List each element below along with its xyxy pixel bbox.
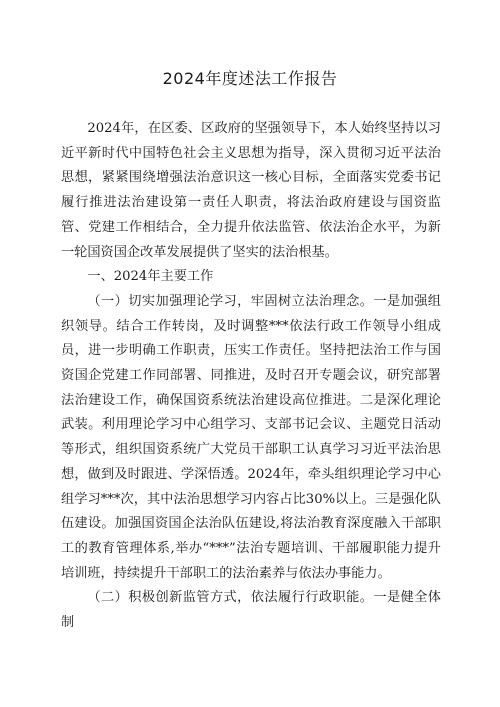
subsection-paragraph-1: （一）切实加强理论学习，牢固树立法治理念。一是加强组织领导。结合工作转岗，及时调整***依法行政工作领导小组成员，进一步明确工作职责，压实工作责任。坚持把法治工作与国资国企党建工作同部署、同推进，及时召开专题会议，研究部署法治建设工作，确保国资系统法治建设高位推进。二是深化理论武装。利用理论学习中心组学习、支部书记会议、主题党日活动等形式，组织国资系统广大党员干部职工认真学习习近平法治思想，做到及时跟进、学深悟透。2024年，牵头组织理论学习中心组学习***次，其中法治思想学习内容占比30%以上。三是强化队伍建设。加强国资国企法治队伍建设,将法治教育深度融入干部职工的教育管理体系,举办“***”法治专题培训、干部履职能力提升培训班，持续提升干部职工的法治素养与依法办事能力。	[61, 293, 441, 581]
subsection-paragraph-2: （二）积极创新监管方式，依法履行行政职能。一是健全体制	[61, 590, 441, 631]
document-title: 2024年度述法工作报告	[162, 69, 338, 88]
section-heading: 一、2024年主要工作	[87, 269, 214, 285]
intro-paragraph: 2024年，在区委、区政府的坚强领导下，本人始终坚持以习近平新时代中国特色社会主义思想为指导，深入贯彻习近平法治思想，紧紧围绕增强法治意识这一核心目标，全面落实党委书记履行推进法治建设第一责任人职责，将法治政府建设与国资监管、党建工作相结合，全力提升依法监管、依法治企水平，为新一轮国资国企改革发展提供了坚实的法治根基。	[61, 121, 441, 260]
document-body	[61, 117, 441, 636]
